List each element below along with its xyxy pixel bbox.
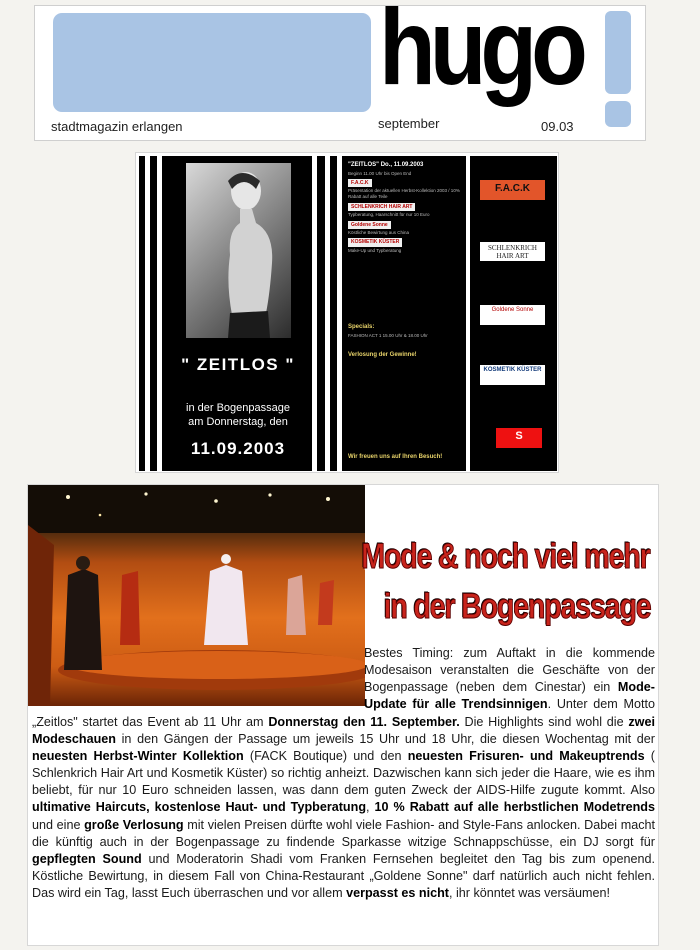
goldene-sonne-logo: Goldene Sonne <box>480 305 545 325</box>
flyer-location-line2: am Donnerstag, den <box>188 416 288 428</box>
program-heading: "ZEITLOS" Do., 11.09.2003 <box>348 162 424 168</box>
masthead-blue-panel <box>53 13 371 112</box>
body-bold-9: gepflegten Sound <box>32 851 142 866</box>
body-bold-6: ultimative Haircuts, kostenlose Haut- und Typberatung <box>32 800 367 815</box>
body-bold-8: große Verlosung <box>84 817 184 832</box>
sparkasse-logo: S <box>496 428 542 448</box>
body-bold-2: Donnerstag den 11. September. <box>268 714 460 729</box>
flyer-program-panel <box>342 156 466 471</box>
masthead <box>34 0 646 141</box>
body-text-8: und eine <box>32 817 85 832</box>
body-text-3: Die Highlights sind wohl die <box>459 714 629 729</box>
fack-logo: F.A.C.K <box>480 180 545 200</box>
article <box>27 484 659 946</box>
body-text-2: . Unter dem Motto „Zeitlos" startet das Event ab 11 Uhr am <box>32 697 655 729</box>
body-bold-3: zwei Modeschauen <box>32 714 655 746</box>
body-bold-1: Mode-Update für alle Trendsinnigen <box>364 680 655 712</box>
program-logo-4: KOSMETIK KÜSTER <box>348 238 402 246</box>
model-photo <box>186 163 291 338</box>
program-logo-2: SCHLENKRICH HAIR ART <box>348 203 415 211</box>
program-logo-1: F.A.C.K <box>348 179 372 187</box>
flyer-title: " ZEITLOS " <box>181 355 295 374</box>
body-bold-4: neuesten Herbst-Winter Kollektion <box>32 748 244 763</box>
body-text-1: Bestes Timing: zum Auftakt in die kommende Modesaison veranstalten die Geschäfte von der Bogenpassage (neben dem Cinestar) ein <box>364 646 655 695</box>
body-text-9: mit vielen Preisen dürfte wohl viele Fashion- and Style-Fans anlocken. Dabei macht die künftig auch in der Bogenpassage zu findende Sparkasse witzige Schnappschüsse, ein DJ sorgt für <box>32 817 655 849</box>
flyer-footer: Wir freuen uns auf Ihren Besuch! <box>348 454 443 460</box>
specials-text: FASHION ACT 1 15.00 Uhr & 18.00 Uhr <box>348 332 428 338</box>
kosmetik-kuester-logo: KOSMETIK KÜSTER <box>480 365 545 385</box>
body-bold-7: 10 % Rabatt auf alle herbstlichen Modetrends <box>374 800 655 815</box>
article-headline-line1: Mode & noch viel mehr <box>361 537 650 576</box>
photo-float-spacer <box>32 645 364 708</box>
body-bold-10: verpasst es nicht <box>346 886 449 901</box>
body-text-4: in den Gängen der Passage um jeweils 15 Uhr und 18 Uhr, die diesen Wochentag mit der <box>115 731 655 746</box>
body-bold-5: neuesten Frisuren- und Makeuptrends <box>407 748 645 763</box>
article-headline-line2: in der Bogenpassage <box>383 587 650 626</box>
issue-month: september <box>378 116 440 131</box>
program-text-2: Typberatung, Haarschnitt für nur 10 Euro <box>348 211 430 217</box>
program-text-4: Make-Up und Typberatung <box>348 247 402 253</box>
body-text-6: ( Schlenkrich Hair Art und Kosmetik Küster) so richtig anheizt. Dazwischen kann sich jeder die Haare, wie es ihm beliebt, für nur 10 Euro schneiden lassen, was dann dem guten Zweck der AIDS-Hilfe zugute kommt. Also <box>32 748 655 798</box>
flyer-front-panel <box>139 156 337 471</box>
program-text-1: Präsentation der aktuellen Herbst-Kollektion 2003 / 10% Rabatt auf alle Teile <box>348 188 460 199</box>
body-text-5: (FACK Boutique) und den <box>243 748 408 763</box>
specials-heading: Specials: <box>348 324 375 330</box>
program-subheading: Beginn 11.00 Uhr bis Open End <box>348 170 412 176</box>
body-text-7: , <box>366 800 375 815</box>
article-body <box>32 645 655 902</box>
flyer-date: 11.09.2003 <box>190 439 286 458</box>
magazine-subtitle: stadtmagazin erlangen <box>51 119 183 134</box>
body-text-10: und Moderatorin Shadi vom Franken Fernsehen begleitet den Tag bis zum openend. Köstliche Bewirtung, in diesem Fall von China-Restaurant „Goldene Sonne" darf natürlich auch nicht fehlen. Das wird ein Tag, lasst Euch überraschen und vor allem <box>32 851 656 901</box>
program-logo-3: Goldene Sonne <box>348 221 391 229</box>
body-text-11: , ihr könntet was versäumen! <box>448 886 610 901</box>
program-text-3: Köstliche Bewirtung aus China <box>348 229 410 235</box>
event-flyer <box>135 152 559 473</box>
raffle-text: Verlosung der Gewinne! <box>348 352 417 359</box>
flyer-sponsor-panel <box>470 156 557 471</box>
exclamation-icon <box>605 11 631 127</box>
flyer-location-line1: in der Bogenpassage <box>186 402 290 414</box>
magazine-logo: hugo <box>379 0 582 107</box>
issue-number: 09.03 <box>541 119 574 134</box>
schlenkrich-logo: SCHLENKRICH HAIR ART <box>480 242 545 261</box>
